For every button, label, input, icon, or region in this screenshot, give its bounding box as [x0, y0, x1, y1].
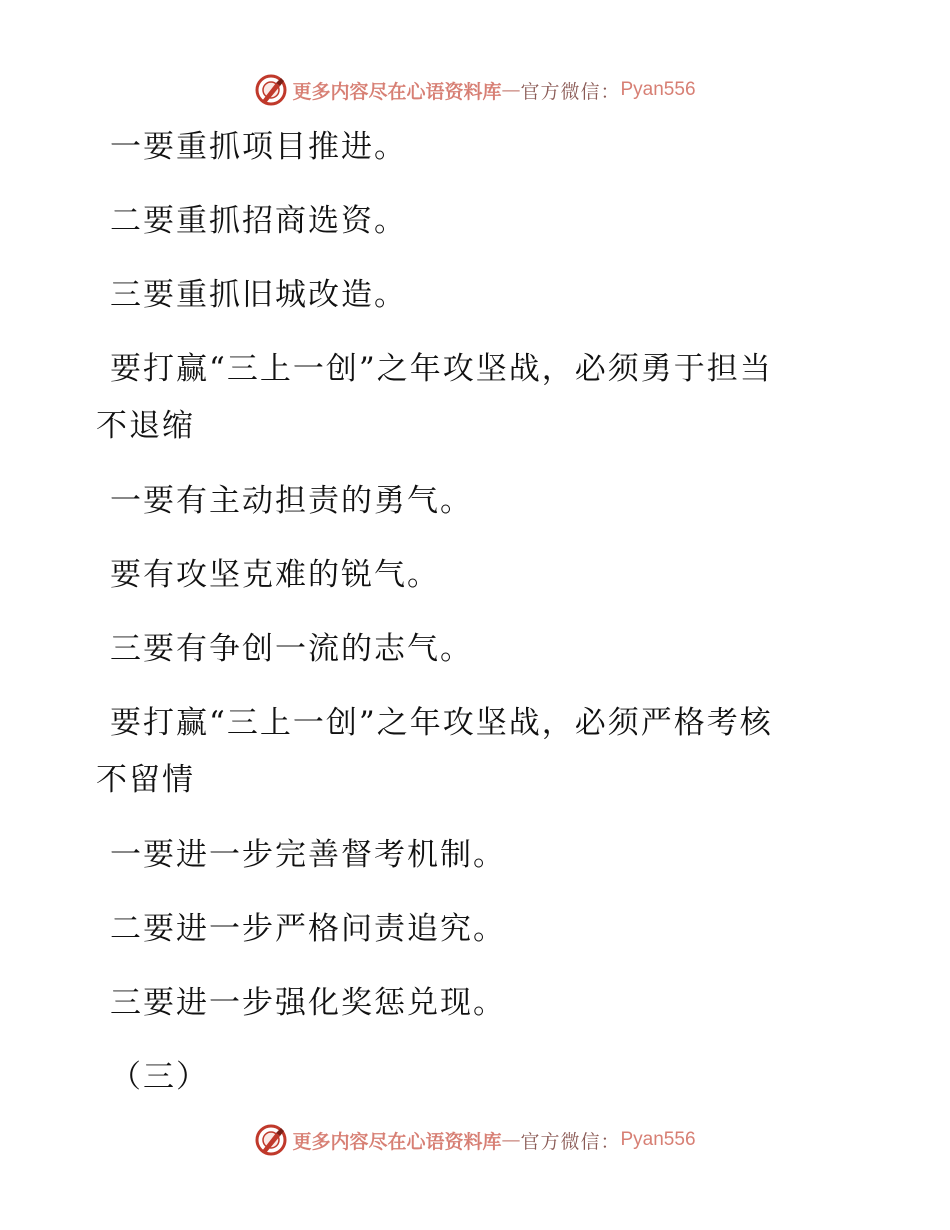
paragraph-line: 一要进一步完善督考机制。 [110, 837, 506, 873]
banner-wechat-id: Pyan556 [620, 1129, 696, 1150]
paragraph-line: 二要进一步严格问责追究。 [110, 911, 506, 947]
paragraph-line: 要有攻坚克难的锐气。 [110, 557, 440, 593]
paragraph-line: 要打赢“三上一创”之年攻坚战，必须严格考核 [110, 705, 773, 741]
banner-official-label: 官方微信： [520, 1130, 621, 1153]
paragraph-line: 一要重抓项目推进。 [110, 129, 407, 165]
banner-brand-text: 更多内容尽在心语资料库 [292, 80, 502, 103]
paragraph-line: 要打赢“三上一创”之年攻坚战，必须勇于担当 [110, 351, 773, 387]
footer-banner [0, 1120, 950, 1160]
banner-official-label: 官方微信： [520, 80, 621, 103]
banner-dash: — [501, 79, 521, 101]
section-number: （三） [110, 1059, 209, 1095]
paragraph-line: 不留情 [96, 762, 195, 798]
paragraph-line: 一要有主动担责的勇气。 [110, 483, 473, 519]
paragraph-line: 三要有争创一流的志气。 [110, 631, 473, 667]
pen-logo-icon [254, 1123, 288, 1157]
paragraph-line: 二要重抓招商选资。 [110, 203, 407, 239]
paragraph-line: 三要进一步强化奖惩兑现。 [110, 985, 506, 1021]
header-banner [0, 70, 950, 110]
banner-wechat-id: Pyan556 [620, 79, 696, 100]
paragraph-line: 不退缩 [96, 408, 195, 444]
pen-logo-icon [254, 73, 288, 107]
banner-brand-text: 更多内容尽在心语资料库 [292, 1130, 502, 1153]
banner-dash: — [501, 1129, 521, 1151]
paragraph-line: 三要重抓旧城改造。 [110, 277, 407, 313]
